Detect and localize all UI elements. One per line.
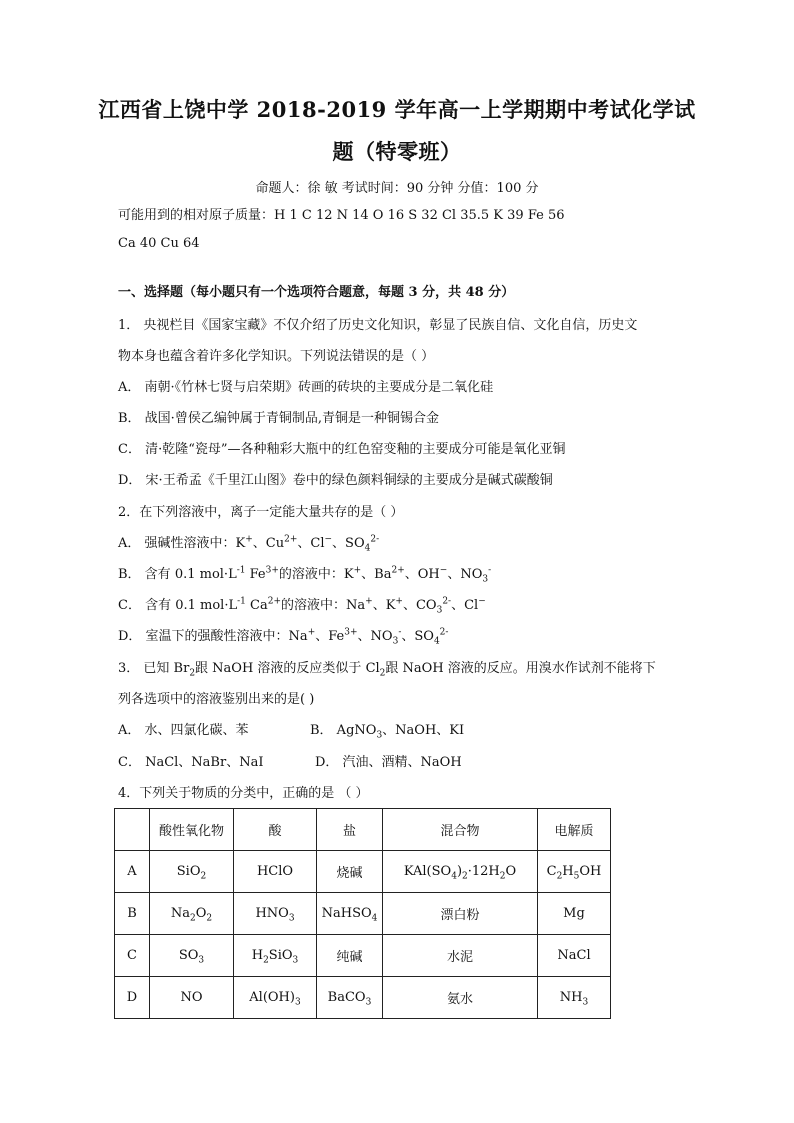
- table-header-cell: 电解质: [538, 809, 611, 851]
- cell-acid: HClO: [234, 851, 317, 893]
- exam-meta: 命题人：徐 敏 考试时间：90 分钟 分值：100 分: [255, 181, 539, 196]
- row-label: C: [115, 935, 150, 977]
- q3-option-c: C． NaCl、NaBr、NaI: [118, 755, 264, 770]
- q1-option-c: C． 清·乾隆“瓷母”—各种釉彩大瓶中的红色窑变釉的主要成分可能是氧化亚铜: [118, 442, 566, 457]
- table-header-cell: 酸性氧化物: [150, 809, 234, 851]
- atomic-masses-line2: Ca 40 Cu 64: [118, 236, 200, 251]
- table-header-cell: 混合物: [383, 809, 538, 851]
- cell-mixture: 水泥: [383, 935, 538, 977]
- q2-option-b: B． 含有 0.1 $mol\cdot L^{-1}$ $Fe^{3+}$的溶液中：K+、$Ba^{2+}$、OH−、$NO_3^-$: [118, 565, 492, 585]
- row-label: D: [115, 977, 150, 1019]
- q4-stem: 4．下列关于物质的分类中，正确的是 （ ）: [118, 786, 369, 801]
- cell-oxide: $SO_3$: [150, 935, 234, 977]
- exam-title-line1: 江西省上饶中学 2018-2019 学年高一上学期期中考试化学试: [98, 97, 696, 122]
- cell-acid: $H_2SiO_3$: [234, 935, 317, 977]
- section-heading: 一、选择题（每小题只有一个选项符合题意，每题 3 分，共 48 分）: [118, 285, 515, 300]
- table-row: [115, 935, 611, 977]
- cell-electrolyte: Mg: [538, 893, 611, 935]
- cell-salt: NaHSO$_4$: [317, 893, 383, 935]
- table-header-row: [115, 809, 611, 851]
- q1-option-d: D． 宋·王希孟《千里江山图》卷中的绿色颜料铜绿的主要成分是碱式碳酸铜: [118, 473, 553, 488]
- cell-salt: 纯碱: [317, 935, 383, 977]
- q3-option-a: A． 水、四氯化碳、苯: [118, 723, 249, 738]
- row-label: A: [115, 851, 150, 893]
- exam-title-line2: 题（特零班）: [332, 139, 462, 164]
- table-header-cell: [115, 809, 150, 851]
- cell-mixture: 漂白粉: [383, 893, 538, 935]
- cell-electrolyte: $NH_3$: [538, 977, 611, 1019]
- table-row: [115, 893, 611, 935]
- atomic-masses-line1: 可能用到的相对原子质量：H 1 C 12 N 14 O 16 S 32 Cl 35.5 K 39 Fe 56: [118, 208, 565, 223]
- q1-option-a: A． 南朝·《竹林七贤与启荣期》砖画的砖块的主要成分是二氧化硅: [118, 380, 494, 395]
- q2-option-c: C． 含有 0.1 $mol\cdot L^{-1}$ $Ca^{2+}$的溶液中：Na+、K+、$CO_3^{2-}$、Cl−: [118, 596, 486, 616]
- q3-stem-line1: 3． 已知 $Br_2$跟 NaOH 溶液的反应类似于 $Cl_2$跟 NaOH 溶液的反应。用溴水作试剂不能将下: [118, 661, 656, 679]
- row-label: B: [115, 893, 150, 935]
- q3-option-b: B． AgNO$_3$、NaOH、KI: [310, 723, 465, 741]
- q2-stem: 2．在下列溶液中，离子一定能大量共存的是（ ）: [118, 505, 404, 520]
- cell-acid: $Al(OH)_3$: [234, 977, 317, 1019]
- table-row: [115, 851, 611, 893]
- cell-salt: 烧碱: [317, 851, 383, 893]
- q1-option-b: B． 战国·曾侯乙编钟属于青铜制品,青铜是一种铜锡合金: [118, 411, 439, 426]
- table-row: [115, 977, 611, 1019]
- q1-stem-line2: 物本身也蕴含着许多化学知识。下列说法错误的是（ ）: [118, 349, 435, 364]
- q3-option-d: D． 汽油、酒精、NaOH: [315, 755, 462, 770]
- q2-option-d: D． 室温下的强酸性溶液中：Na+、$Fe^{3+}$、$NO_3^-$、$SO_4^{2-}$: [118, 627, 449, 647]
- cell-salt: BaCO$_3$: [317, 977, 383, 1019]
- classification-table: [114, 808, 611, 1019]
- cell-electrolyte: NaCl: [538, 935, 611, 977]
- table-header-cell: 盐: [317, 809, 383, 851]
- q1-stem-line1: 1． 央视栏目《国家宝藏》不仅介绍了历史文化知识，彰显了民族自信、文化自信，历史文: [118, 318, 638, 333]
- cell-oxide: SiO$_2$: [150, 851, 234, 893]
- table-header-cell: 酸: [234, 809, 317, 851]
- cell-electrolyte: $C_2H_5OH$: [538, 851, 611, 893]
- cell-mixture: $KAl(SO_4)_2\cdot 12H_2O$: [383, 851, 538, 893]
- cell-oxide: $Na_2O_2$: [150, 893, 234, 935]
- cell-acid: $HNO_3$: [234, 893, 317, 935]
- cell-mixture: 氨水: [383, 977, 538, 1019]
- cell-oxide: NO: [150, 977, 234, 1019]
- q3-stem-line2: 列各选项中的溶液鉴别出来的是( ): [118, 692, 315, 707]
- q2-option-a: A． 强碱性溶液中：K+、$Cu^{2+}$、Cl−、$SO_4^{2-}$: [118, 534, 380, 554]
